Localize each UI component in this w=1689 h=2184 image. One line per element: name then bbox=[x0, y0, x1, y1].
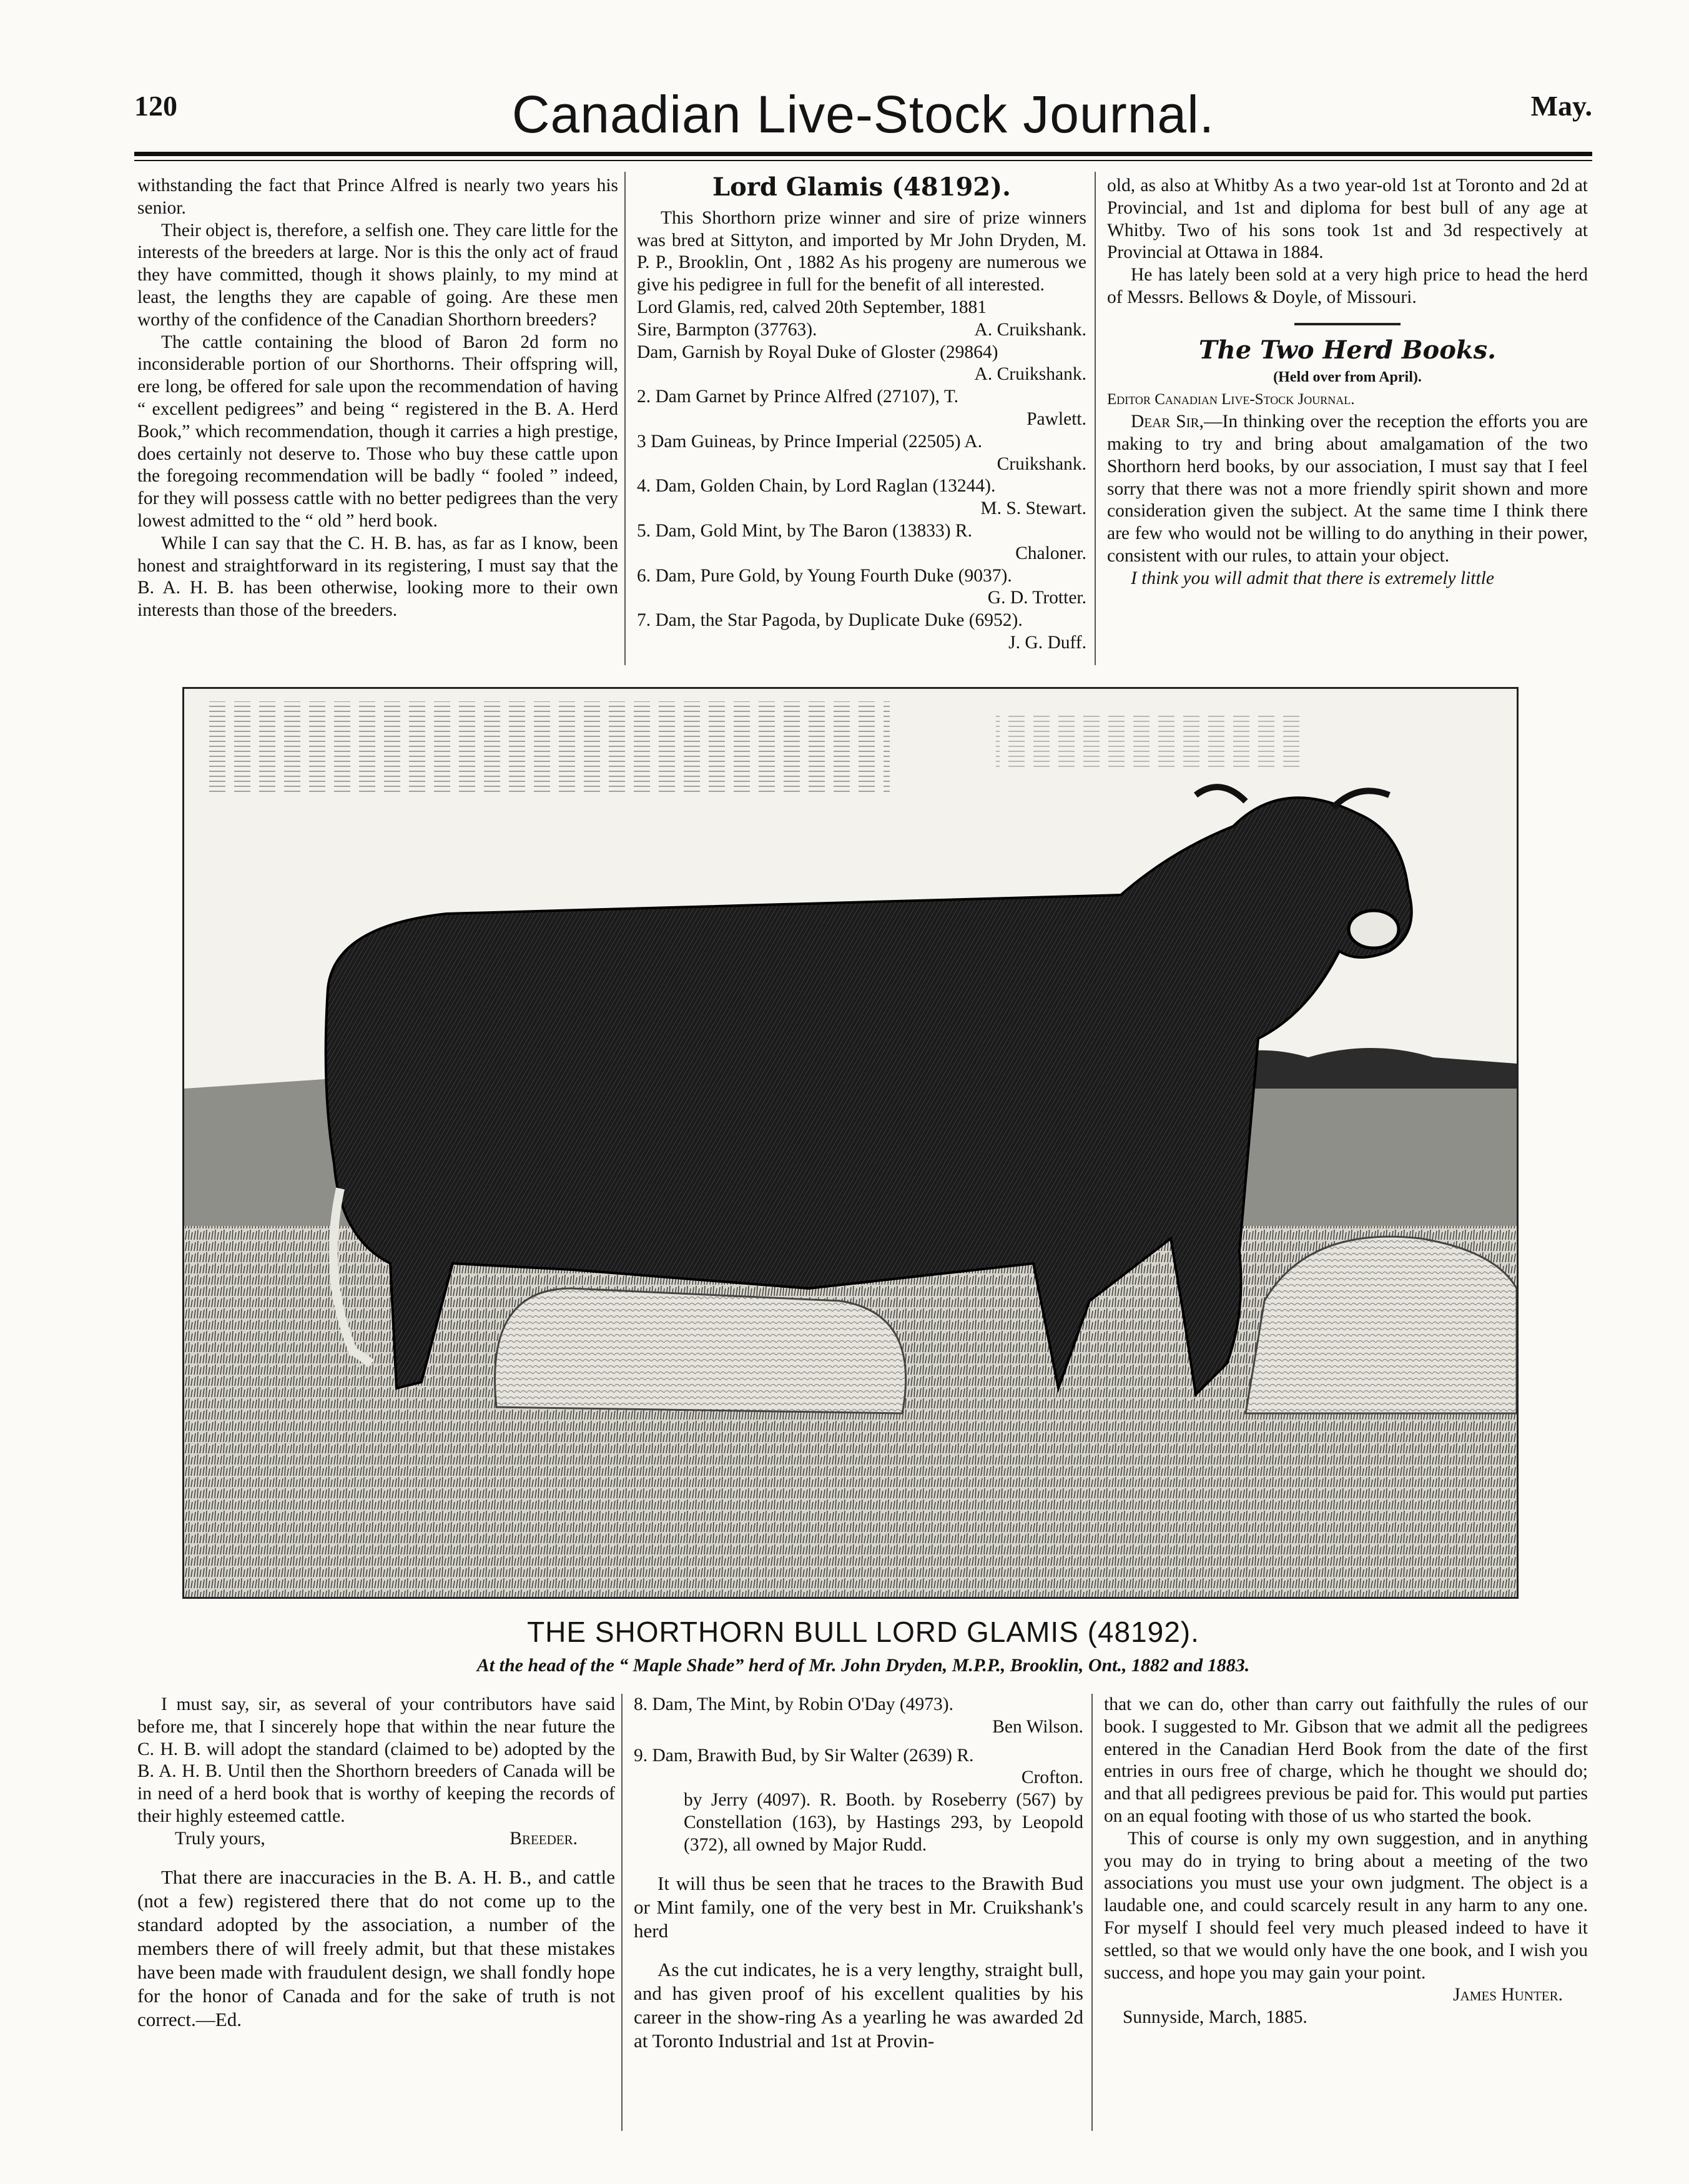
paragraph: that we can do, other than carry out faithfully the rules of our book. I suggested to Mr. Gibson that we admit all the pedigrees entered in the Canadian Herd Book from the date of the first entries in ours free of charge, which he thought we should do; and that all pedigrees previous be paid for. This would put parties on an equal footing with those of us who started the book. bbox=[1104, 1694, 1588, 1826]
paragraph: I think you will admit that there is extremely little bbox=[1131, 568, 1494, 588]
pedigree-entry bbox=[634, 1694, 1083, 1739]
column-2-bottom bbox=[634, 1694, 1083, 2053]
paragraph: While I can say that the C. H. B. has, as far as I know, been honest and straightforward in its registering, I must say that the B. A. H. B. has been otherwise, looking more to their own interests than those of the breeders. bbox=[137, 533, 618, 621]
figure-caption: THE SHORTHORN BULL LORD GLAMIS (48192). bbox=[527, 1616, 1199, 1648]
editor-note: That there are inaccuracies in the B. A. H. B., and cattle (not a few) registered there that do not come up to the standard adopted by the association, a number of the members there of will freely admit, but that these mistakes have been made with fraudulent design, we shall fondly hope for the honor of Canada and for the sake of truth is not correct.—Ed. bbox=[137, 1865, 615, 2030]
paragraph: old, as also at Whitby As a two year-old 1st at Toronto and 2d at Provincial, and 1st and diploma for best bull of any age at Whitby. Two of his sons took 1st and 3d respectively at Provincial at Ottawa in 1884. bbox=[1107, 175, 1588, 263]
pedigree-text: Lord Glamis, red, calved 20th September, 1881 bbox=[637, 297, 987, 317]
pedigree-breeder: Pawlett. bbox=[1027, 408, 1086, 429]
section-divider bbox=[1294, 323, 1401, 325]
signature: Breeder. bbox=[510, 1828, 578, 1849]
pedigree-text: 5. Dam, Gold Mint, by The Baron (13833) R. bbox=[637, 520, 972, 541]
pedigree-entry bbox=[637, 386, 1086, 431]
letter-text: —In thinking over the reception the efforts you are making to try and bring about amalgamation of the two Shorthorn herd books, by our association, I must say that I feel sorry that there was not a more friendly spirit shown and more consideration given the subject. At the same time I think there are few who would not be willing to do anything in their power, consistent with our rules, to attain your object. bbox=[1107, 412, 1588, 566]
pedigree-entry bbox=[634, 1745, 1083, 1790]
header-rule-thick bbox=[134, 152, 1592, 156]
column-divider bbox=[621, 1694, 623, 2131]
pedigree-entry bbox=[637, 565, 1086, 610]
paragraph: The cattle containing the blood of Baron 2d form no inconsiderable portion of our Shorthorns. Their offspring will, ere long, be offered for sale upon the recommendation of having “ excellent pedigrees” and being “ registered in the B. A. Herd Book,” which recommendation, though it carries a high prestige, does certainly not deserve to. Those who buy these cattle upon the foregoing recommendation will be badly “ fooled ” indeed, for they will possess cattle with no better pedigrees than the very lowest admitted to the “ old ” herd book. bbox=[137, 332, 618, 531]
pedigree-breeder: M. S. Stewart. bbox=[980, 498, 1086, 519]
letter-address: Editor Canadian Live-Stock Journal. bbox=[1107, 391, 1355, 408]
column-1-top bbox=[137, 175, 618, 622]
column-divider bbox=[1095, 172, 1096, 665]
pedigree-text: 6. Dam, Pure Gold, by Young Fourth Duke (9037). bbox=[637, 565, 1012, 586]
column-3-top bbox=[1107, 175, 1588, 590]
pedigree-entry bbox=[637, 610, 1086, 655]
pedigree-text: Dam, Garnish by Royal Duke of Gloster (29864) bbox=[637, 342, 998, 362]
pedigree-entry bbox=[637, 342, 1086, 387]
pedigree-text: Sire, Barmpton (37763). bbox=[637, 319, 817, 340]
dateline: Sunnyside, March, 1885. bbox=[1123, 2007, 1307, 2028]
pedigree-breeder: Ben Wilson. bbox=[992, 1716, 1083, 1737]
pedigree-breeder: G. D. Trotter. bbox=[987, 588, 1086, 608]
pedigree-entry bbox=[637, 297, 1086, 319]
pedigree-breeder: Crofton. bbox=[1021, 1767, 1083, 1788]
paragraph: I must say, sir, as several of your contributors have said before me, that I sincerely hope that within the near future the C. H. B. will adopt the standard (claimed to be) adopted by the B. A. H. B. Until then the Shorthorn breeders of Canada will be in need of a herd book that is worthy of keeping the records of their highly esteemed cattle. bbox=[137, 1694, 615, 1826]
pedigree-text: 3 Dam Guineas, by Prince Imperial (22505) A. bbox=[637, 431, 982, 452]
page-number: 120 bbox=[134, 90, 177, 122]
pedigree-text: 2. Dam Garnet by Prince Alfred (27107), T. bbox=[637, 387, 959, 407]
pedigree-breeder: A. Cruikshank. bbox=[974, 319, 1086, 340]
article-heading: The Two Herd Books. bbox=[1198, 335, 1497, 365]
column-1-bottom bbox=[137, 1694, 615, 2032]
signature: James Hunter. bbox=[1453, 1985, 1563, 2005]
pedigree-entry bbox=[637, 520, 1086, 565]
paragraph: As the cut indicates, he is a very lengthy, straight bull, and has given proof of his excellent qualities by his career in the show-ring As a yearling he was awarded 2d at Toronto Industrial and 1st at Provin- bbox=[634, 1958, 1083, 2052]
pedigree-breeder: Chaloner. bbox=[1015, 543, 1086, 563]
pedigree-entry bbox=[637, 475, 1086, 520]
pedigree-breeder: A. Cruikshank. bbox=[974, 364, 1086, 385]
pedigree-text: 4. Dam, Golden Chain, by Lord Raglan (13244). bbox=[637, 476, 996, 497]
paragraph: This Shorthorn prize winner and sire of prize winners was bred at Sittyton, and imported by Mr John Dryden, M. P. P., Brooklin, Ont , 1882 As his progeny are numerous we give his pedigree in full for the benefit of all interested. bbox=[637, 207, 1086, 295]
paragraph: It will thus be seen that he traces to the Brawith Bud or Mint family, one of the very best in Mr. Cruikshank's herd bbox=[634, 1872, 1083, 1942]
pedigree-breeder: Cruikshank. bbox=[997, 453, 1086, 474]
pedigree-text: 7. Dam, the Star Pagoda, by Duplicate Duke (6952). bbox=[637, 610, 1023, 631]
signoff-line bbox=[137, 1828, 615, 1850]
column-divider bbox=[624, 172, 626, 665]
pedigree-entry bbox=[637, 319, 1086, 342]
journal-title: Canadian Live-Stock Journal. bbox=[511, 85, 1215, 144]
column-divider bbox=[1091, 1694, 1093, 2131]
figure-subcaption: At the head of the “ Maple Shade” herd of Mr. John Dryden, M.P.P., Brooklin, Ont., 1882 and 1883. bbox=[476, 1655, 1250, 1676]
article-heading: Lord Glamis (48192). bbox=[712, 172, 1011, 202]
salutation: Dear Sir, bbox=[1131, 412, 1204, 432]
paragraph: This of course is only my own suggestion, and in anything you may do in trying to bring about a meeting of the two associations you must use your own judgment. The object is a laudable one, and could scarcely result in any harm to any one. For myself I should feel very much pleased indeed to have it settled, so that we would only have the one book, and I wish you success, and hope you may gain your point. bbox=[1104, 1828, 1588, 1983]
pedigree-list bbox=[637, 297, 1086, 655]
header-rule-thin bbox=[134, 160, 1592, 161]
pedigree-text: 8. Dam, The Mint, by Robin O'Day (4973). bbox=[634, 1694, 953, 1714]
bull-engraving bbox=[182, 687, 1519, 1599]
signoff: Truly yours, bbox=[175, 1828, 265, 1849]
engraving-illustration bbox=[184, 689, 1517, 1597]
page-header bbox=[134, 84, 1592, 153]
paragraph: Their object is, therefore, a selfish one. They care little for the interests of the breeders at large. Nor is this the only act of fraud they have committed, though it shows plainly, to my mind at least, the lengths they are capable of going. Are these men worthy of the confidence of the Canadian Shorthorn breeders? bbox=[137, 220, 618, 330]
pedigree-entry bbox=[637, 431, 1086, 476]
subheading: (Held over from April). bbox=[1273, 368, 1422, 385]
pedigree-breeder: J. G. Duff. bbox=[1008, 632, 1086, 653]
paragraph bbox=[1107, 411, 1588, 568]
paragraph: withstanding the fact that Prince Alfred is nearly two years his senior. bbox=[137, 175, 618, 218]
column-2-top bbox=[637, 172, 1086, 655]
pedigree-continuation: by Jerry (4097). R. Booth. by Roseberry (567) by Constellation (163), by Hastings 293, by Leopold (372), all owned by Major Rudd. bbox=[684, 1790, 1083, 1855]
column-3-bottom bbox=[1104, 1694, 1588, 2029]
pedigree-text: 9. Dam, Brawith Bud, by Sir Walter (2639) R. bbox=[634, 1745, 974, 1766]
paragraph: He has lately been sold at a very high price to head the herd of Messrs. Bellows & Doyle, of Missouri. bbox=[1107, 265, 1588, 307]
issue-month: May. bbox=[1530, 90, 1592, 122]
